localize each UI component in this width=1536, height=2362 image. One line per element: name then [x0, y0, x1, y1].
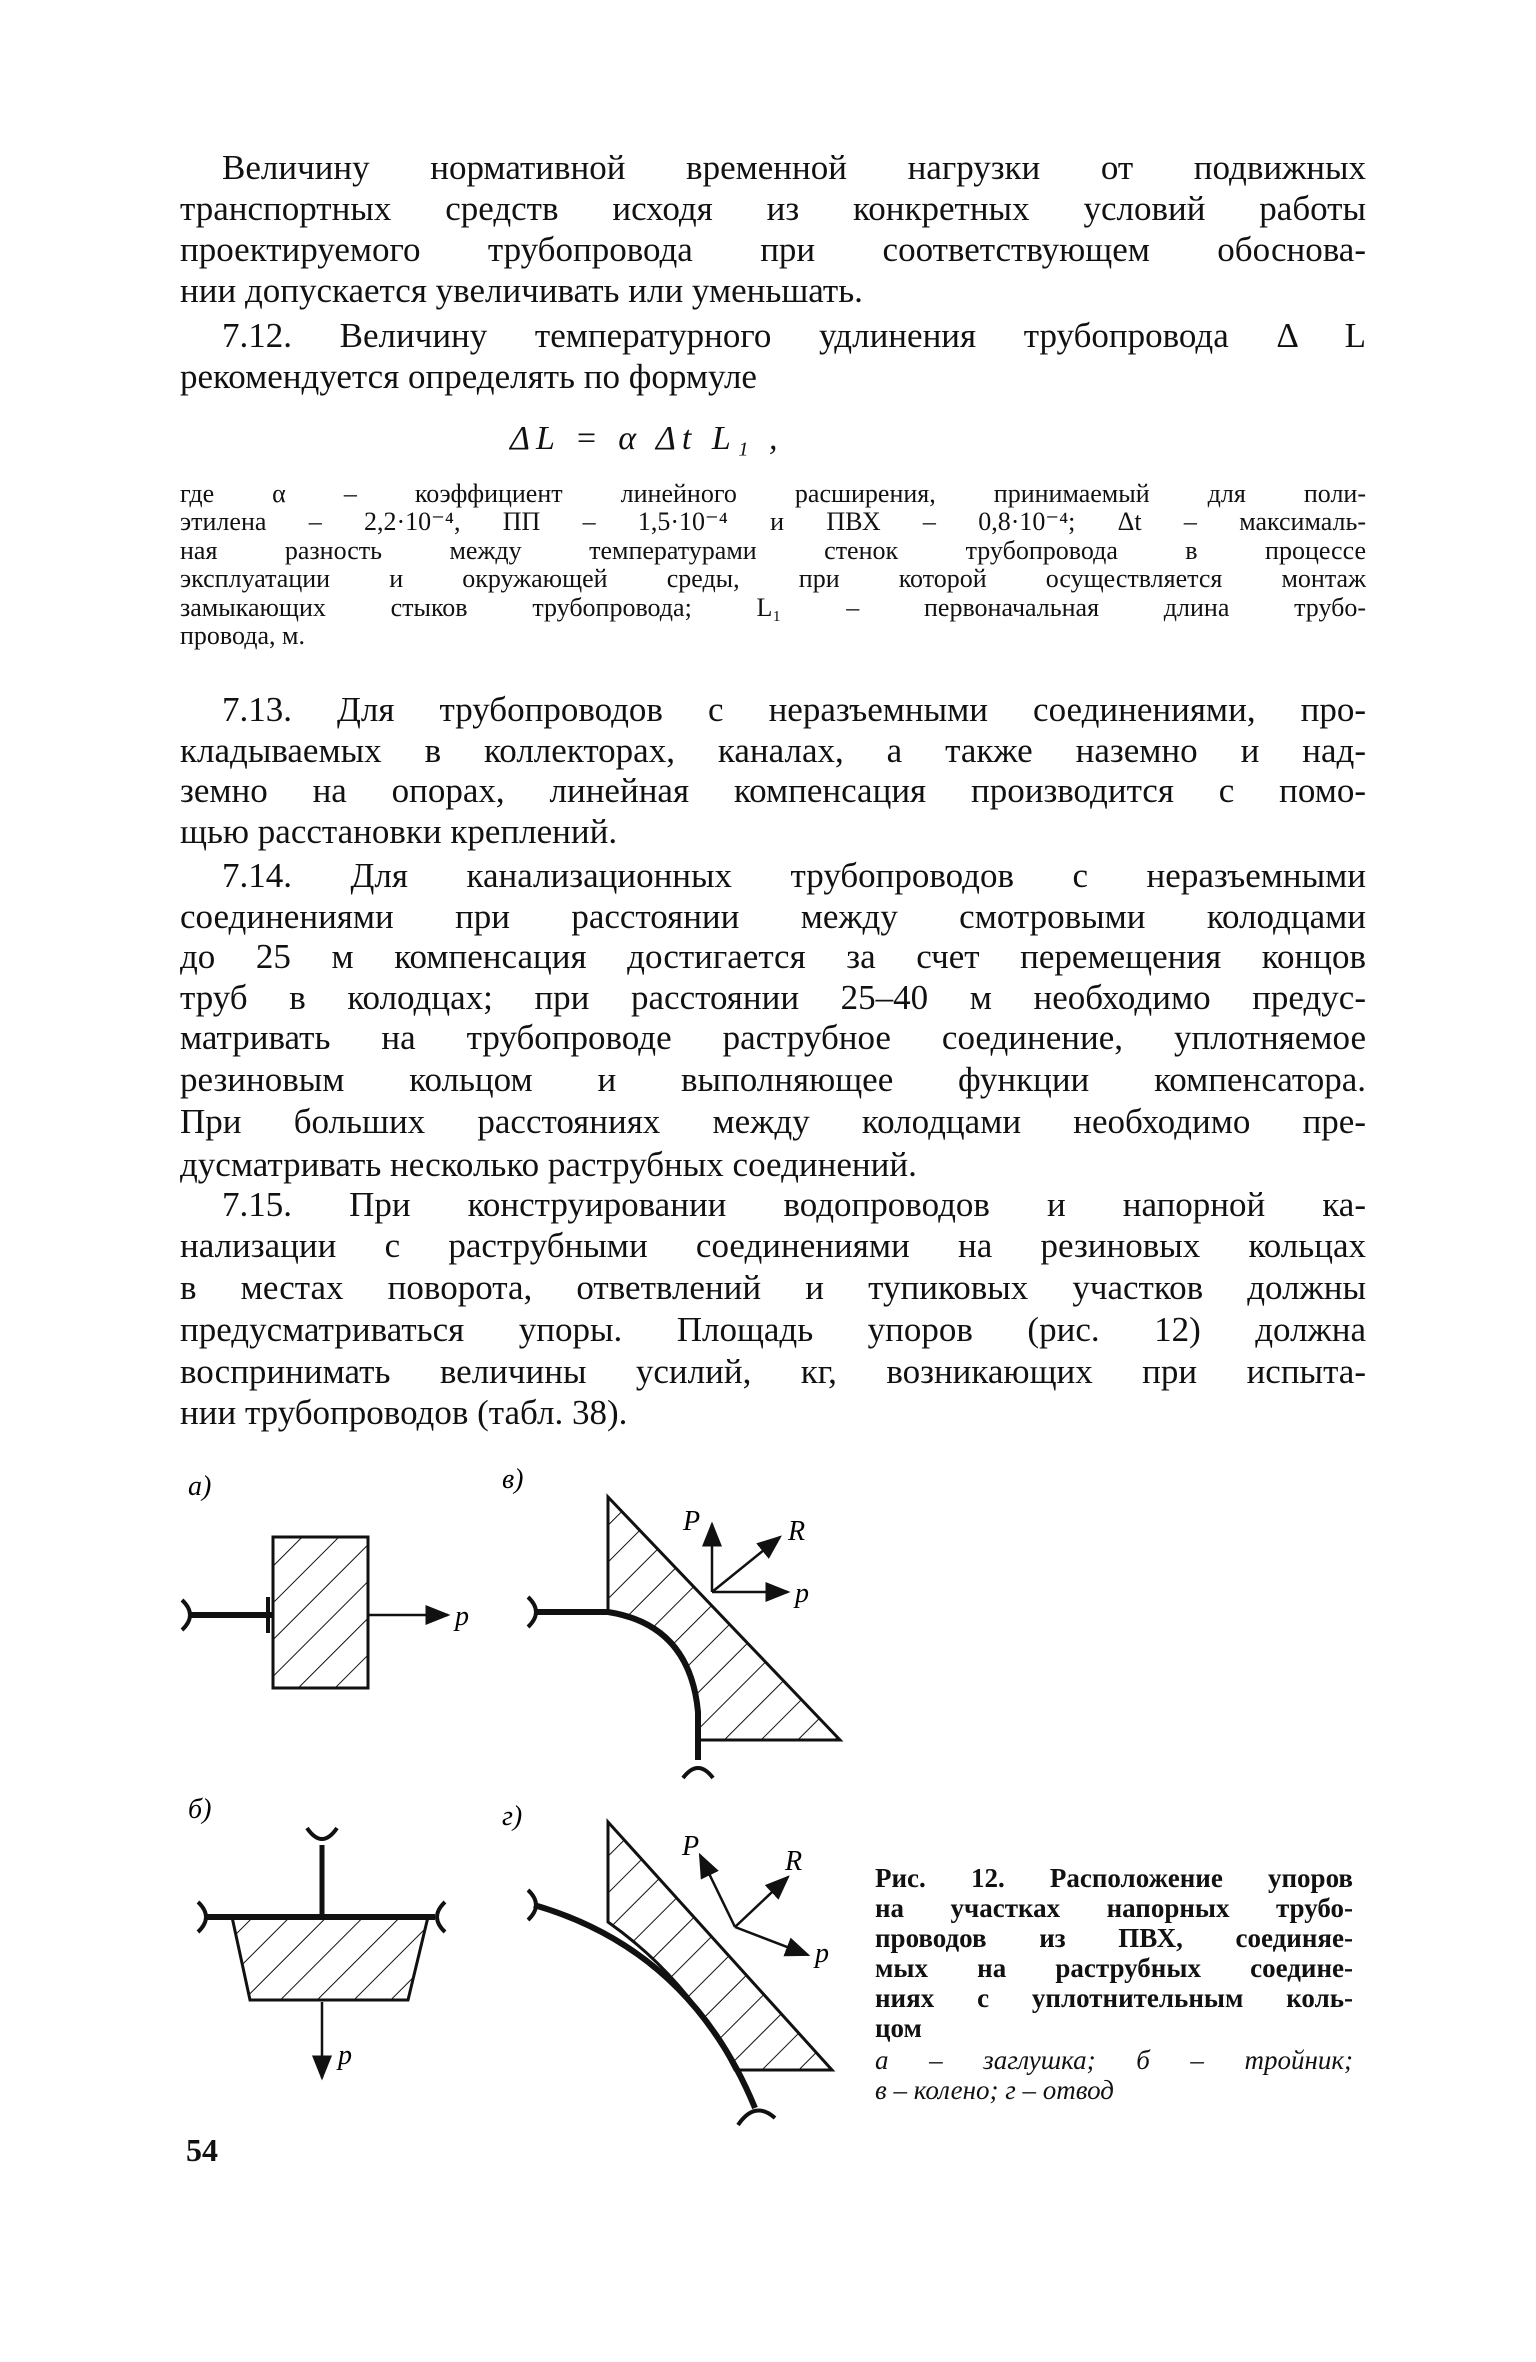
- socket-icon: [683, 1768, 713, 1778]
- socket-icon: [198, 1902, 206, 1932]
- text-line: транспортных средств исходя из конкретных условий работы: [180, 189, 1366, 228]
- diagram-v-elbow: [502, 1464, 840, 1778]
- force-label: p: [815, 1938, 829, 1969]
- caption-line: ниях с уплотнительным коль-: [875, 1983, 1353, 2013]
- text-line: эксплуатации и окружающей среды, при которой осуществляется монтаж: [180, 564, 1366, 593]
- formula: ΔL = α Δt L₁ ,: [510, 420, 784, 457]
- caption-line: мых на раструбных соедине-: [875, 1953, 1353, 1983]
- socket-icon: [307, 1828, 337, 1839]
- text-line: предусматриваться упоры. Площадь упоров (рис. 12) должна: [180, 1310, 1366, 1349]
- text-line: 7.15. При конструировании водопроводов и напорной ка-: [222, 1185, 1366, 1224]
- force-arrow-p: [735, 1927, 808, 1955]
- text-line: щью расстановки креплений.: [180, 812, 618, 851]
- caption-line: Рис. 12. Расположение упоров: [875, 1863, 1353, 1893]
- text-line: 7.14. Для канализационных трубопроводов с неразъемными: [222, 856, 1366, 895]
- text-line: нии допускается увеличивать или уменьшать.: [180, 271, 863, 310]
- text-line: нии трубопроводов (табл. 38).: [180, 1393, 628, 1432]
- text-line: дусматривать несколько раструбных соединений.: [180, 1145, 917, 1184]
- socket-icon: [437, 1902, 445, 1932]
- text-line: провода, м.: [180, 621, 305, 650]
- text-line: проектируемого трубопровода при соответствующем обоснова-: [180, 230, 1366, 269]
- thrust-block: [608, 1497, 840, 1740]
- text-line: земно на опорах, линейная компенсация производится с помо-: [180, 771, 1366, 810]
- text-line: замыкающих стыков трубопровода; L₁ – первоначальная длина трубо-: [180, 593, 1366, 622]
- caption-legend: в – колено; г – отвод: [875, 2075, 1114, 2105]
- force-label: p: [338, 2040, 352, 2071]
- text-line: до 25 м компенсация достигается за счет перемещения концов: [180, 937, 1366, 976]
- text-line: в местах поворота, ответвлений и тупиковых участков должны: [180, 1268, 1366, 1307]
- text-line: этилена – 2,2·10⁻⁴, ПП – 1,5·10⁻⁴ и ПВХ – 0,8·10⁻⁴; Δt – максималь-: [180, 507, 1366, 536]
- caption-line: на участках напорных трубо-: [875, 1893, 1353, 1923]
- text-line: 7.12. Величину температурного удлинения трубопровода Δ L: [222, 316, 1366, 355]
- text-line: кладываемых в коллекторах, каналах, а также наземно и над-: [180, 731, 1366, 770]
- force-label: p: [455, 1601, 469, 1632]
- text-line: где α – коэффициент линейного расширения, принимаемый для поли-: [180, 479, 1366, 508]
- label-b: б): [188, 1794, 212, 1825]
- label-a: а): [188, 1471, 212, 1502]
- diagram-a-plug: [182, 1471, 469, 1688]
- force-arrow-P: [700, 1855, 735, 1927]
- text-line: резиновым кольцом и выполняющее функции компенсатора.: [180, 1060, 1366, 1099]
- force-label: R: [788, 1516, 806, 1547]
- label-g: г): [502, 1801, 523, 1832]
- page-number: 54: [186, 2132, 218, 2168]
- caption-legend: а – заглушка; б – тройник;: [875, 2045, 1353, 2075]
- text-line: труб в колодцах; при расстоянии 25–40 м необходимо предус-: [180, 978, 1366, 1017]
- text-line: матривать на трубопроводе раструбное соединение, уплотняемое: [180, 1018, 1366, 1057]
- text-line: воспринимать величины усилий, кг, возникающих при испыта-: [180, 1352, 1366, 1391]
- force-label: R: [785, 1846, 803, 1877]
- force-arrow-R: [712, 1537, 780, 1592]
- thrust-block: [273, 1537, 368, 1688]
- thrust-block: [232, 1917, 428, 2000]
- text-line: При больших расстояниях между колодцами необходимо пре-: [180, 1102, 1366, 1141]
- caption-line: проводов из ПВХ, соединяе-: [875, 1923, 1353, 1953]
- text-line: ная разность между температурами стенок трубопровода в процессе: [180, 536, 1366, 565]
- force-label: P: [683, 1506, 701, 1537]
- text-line: Величину нормативной временной нагрузки от подвижных: [222, 148, 1366, 187]
- diagram-g-bend: [502, 1801, 832, 2125]
- socket-icon: [738, 2110, 775, 2125]
- text-line: нализации с раструбными соединениями на резиновых кольцах: [180, 1226, 1366, 1265]
- force-arrow-R: [735, 1877, 788, 1927]
- text-line: рекомендуется определять по формуле: [180, 357, 757, 396]
- force-label: p: [795, 1578, 809, 1609]
- label-v: в): [502, 1464, 524, 1495]
- caption-line: цом: [875, 2013, 922, 2043]
- text-line: 7.13. Для трубопроводов с неразъемными соединениями, про-: [222, 690, 1366, 729]
- diagram-b-tee: [188, 1794, 445, 2078]
- text-line: соединениями при расстоянии между смотровыми колодцами: [180, 897, 1366, 936]
- force-label: P: [682, 1831, 700, 1862]
